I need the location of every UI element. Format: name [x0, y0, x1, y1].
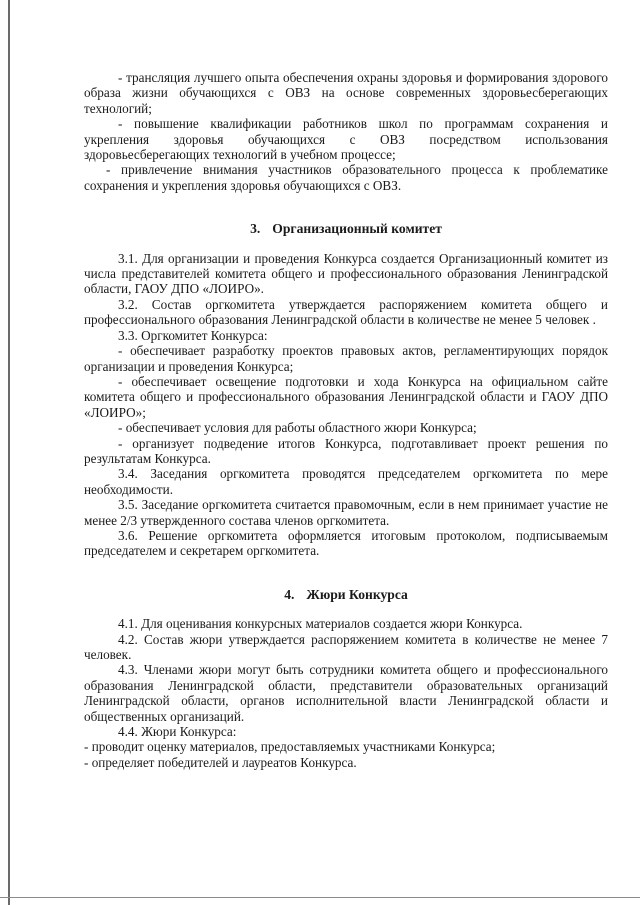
- paragraph: 4.2. Состав жюри утверждается распоряжением комитета в количестве не менее 7 человек.: [84, 631, 608, 662]
- document-page: [84, 70, 608, 770]
- list-item: - обеспечивает освещение подготовки и хода Конкурса на официальном сайте комитета общего и профессионального образования Ленинградской области и ГАОУ ДПО «ЛОИРО»;: [84, 373, 608, 420]
- intro-item: - привлечение внимания участников образовательного процесса к проблематике сохранения и укрепления здоровья обучающихся с ОВЗ.: [84, 162, 608, 193]
- paragraph: 3.3. Оргкомитет Конкурса:: [118, 327, 268, 343]
- paragraph: 3.6. Решение оргкомитета оформляется итоговым протоколом, подписываемым председателем и секретарем оргкомитета.: [84, 527, 608, 559]
- paragraph: 4.3. Членами жюри могут быть сотрудники комитета общего и профессионального образования Ленинградской области, представители образовательных организаций Ленинградской области, органов исполнительной власти Ленинградской области и общественных организаций.: [84, 662, 608, 724]
- section-title: Жюри Конкурса: [306, 586, 408, 602]
- section-number: 4.: [284, 586, 295, 602]
- section-number: 3.: [250, 221, 261, 237]
- list-item: - организует подведение итогов Конкурса, подготавливает проект решения по результатам Конкурса.: [84, 435, 608, 466]
- paragraph: 3.5. Заседание оргкомитета считается правомочным, если в нем принимает участие не менее 2/3 утвержденного состава членов оргкомитета.: [84, 497, 608, 528]
- scan-left-edge: [8, 0, 10, 905]
- section-title: Организационный комитет: [272, 221, 442, 237]
- intro-item: - повышение квалификации работников школ по программам сохранения и укрепления здоровья обучающихся с ОВЗ посредством использования здоровьесберегающих технологий в учебном процессе;: [84, 116, 608, 163]
- list-item: - определяет победителей и лауреатов Конкурса.: [84, 754, 357, 770]
- scan-bottom-edge: [0, 897, 640, 898]
- intro-item: - трансляция лучшего опыта обеспечения охраны здоровья и формирования здорового образа жизни обучающихся с ОВЗ на основе современных здоровьесберегающих технологий;: [84, 70, 608, 116]
- paragraph: 3.1. Для организации и проведения Конкурса создается Организационный комитет из числа представителей комитета общего и профессионального образования Ленинградской области, ГАОУ ДПО «ЛОИРО».: [84, 250, 608, 297]
- list-item: - проводит оценку материалов, предоставляемых участниками Конкурса;: [84, 739, 496, 755]
- list-item: - обеспечивает условия для работы областного жюри Конкурса;: [118, 420, 477, 436]
- list-item: - обеспечивает разработку проектов правовых актов, регламентирующих порядок организации и проведения Конкурса;: [84, 343, 608, 374]
- paragraph: 4.1. Для оценивания конкурсных материалов создается жюри Конкурса.: [118, 616, 523, 632]
- paragraph: 3.4. Заседания оргкомитета проводятся председателем оргкомитета по мере необходимости.: [84, 466, 608, 497]
- section-3-heading: [84, 221, 608, 236]
- paragraph: 4.4. Жюри Конкурса:: [118, 724, 237, 740]
- paragraph: 3.2. Состав оргкомитета утверждается распоряжением комитета общего и профессионального образования Ленинградской области в количестве не менее 5 человек .: [84, 296, 608, 328]
- section-4-heading: [84, 587, 608, 602]
